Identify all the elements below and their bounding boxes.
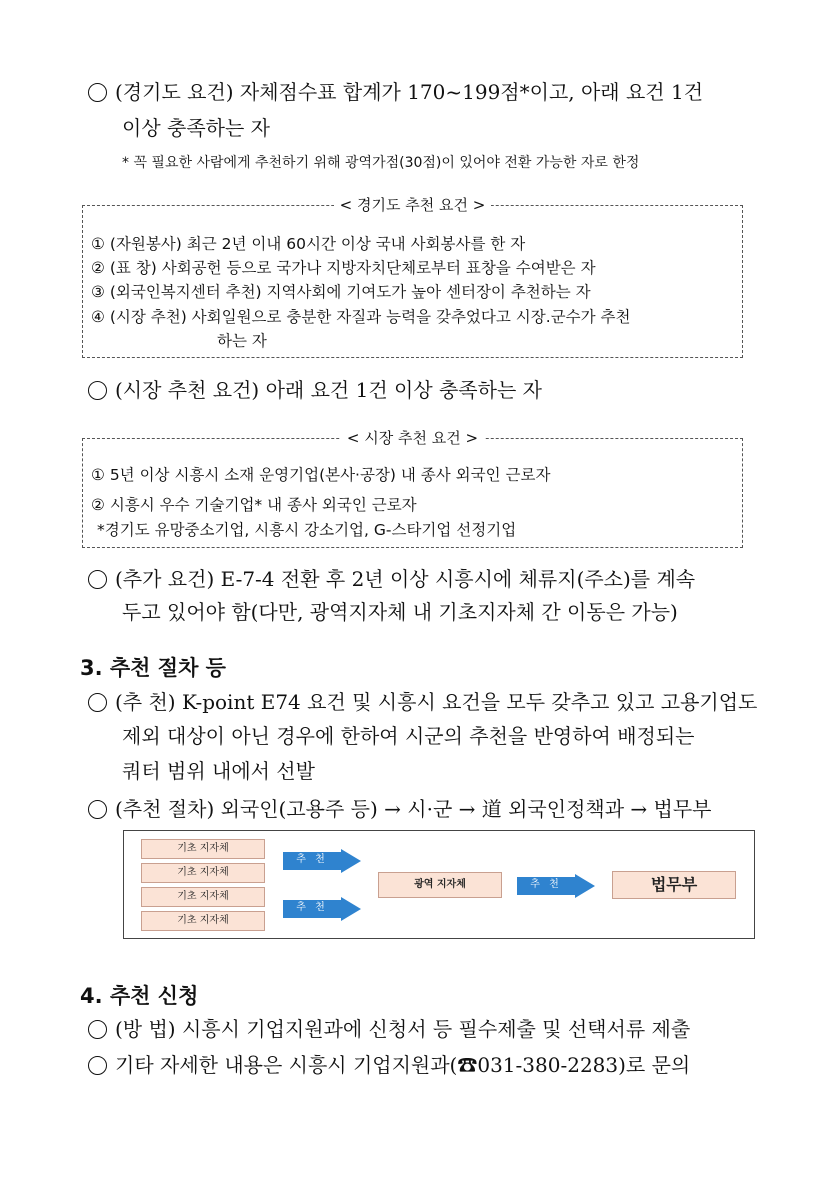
box-item: *경기도 유망중소기업, 시흥시 강소기업, G-스타기업 선정기업 xyxy=(97,521,517,539)
bullet-circle-icon xyxy=(88,83,107,102)
recommend-paragraph: (추 천) K-point E74 요건 및 시흥시 요건을 모두 갖추고 있고 고용기업도 xyxy=(88,690,757,714)
recommend-paragraph-cont: 쿼터 범위 내에서 선발 xyxy=(122,759,315,783)
gyeonggi-requirement: (경기도 요건) 자체점수표 합계가 170~199점*이고, 아래 요건 1건 xyxy=(88,80,703,104)
extra-requirement: (추가 요건) E-7-4 전환 후 2년 이상 시흥시에 체류지(주소)를 계속 xyxy=(88,567,695,591)
bullet-circle-icon xyxy=(88,381,107,400)
method-paragraph: (방 법) 시흥시 기업지원과에 신청서 등 필수제출 및 선택서류 제출 xyxy=(88,1017,690,1041)
basic-municipality-box: 기초 지자체 xyxy=(141,839,265,859)
arrow-right-icon: 추 천 xyxy=(283,897,361,921)
box-title: < 시장 추천 요건 > xyxy=(341,429,484,447)
gyeonggi-requirement-cont: 이상 충족하는 자 xyxy=(122,116,270,140)
regional-government-box: 광역 지자체 xyxy=(378,872,502,898)
ministry-of-justice-box: 법무부 xyxy=(612,871,736,899)
bullet-circle-icon xyxy=(88,800,107,819)
basic-municipality-box: 기초 지자체 xyxy=(141,911,265,931)
basic-municipality-box: 기초 지자체 xyxy=(141,863,265,883)
bullet-circle-icon xyxy=(88,1056,107,1075)
box-item: ① 5년 이상 시흥시 소재 운영기업(본사·공장) 내 종사 외국인 근로자 xyxy=(91,466,551,484)
mayor-requirements-box xyxy=(82,429,743,548)
recommend-paragraph-cont: 제외 대상이 아닌 경우에 한하여 시군의 추천을 반영하여 배정되는 xyxy=(122,724,695,748)
basic-municipality-box: 기초 지자체 xyxy=(141,887,265,907)
box-item: ② 시흥시 우수 기술기업* 내 종사 외국인 근로자 xyxy=(91,496,417,514)
arrow-right-icon: 추 천 xyxy=(283,849,361,873)
mayor-requirement: (시장 추천 요건) 아래 요건 1건 이상 충족하는 자 xyxy=(88,378,542,402)
bullet-circle-icon xyxy=(88,693,107,712)
procedure-diagram xyxy=(123,830,755,939)
box-item-cont: 하는 자 xyxy=(217,332,267,350)
box-item: ③ (외국인복지센터 추천) 지역사회에 기여도가 높아 센터장이 추천하는 자 xyxy=(91,283,591,301)
procedure-paragraph: (추천 절차) 외국인(고용주 등) → 시·군 → 道 외국인정책과 → 법무부 xyxy=(88,797,711,821)
section-3-heading: 3. 추천 절차 등 xyxy=(80,656,226,680)
box-item: ④ (시장 추천) 사회일원으로 충분한 자질과 능력을 갖추었다고 시장.군수가 추천 xyxy=(91,308,631,326)
box-item: ② (표 창) 사회공헌 등으로 국가나 지방자치단체로부터 표창을 수여받은 자 xyxy=(91,259,596,277)
section-4-heading: 4. 추천 신청 xyxy=(80,984,199,1008)
bullet-circle-icon xyxy=(88,570,107,589)
extra-requirement-cont: 두고 있어야 함(다만, 광역지자체 내 기초지자체 간 이동은 가능) xyxy=(122,600,678,624)
gyeonggi-requirements-box xyxy=(82,196,743,358)
arrow-right-icon: 추 천 xyxy=(517,874,595,898)
bullet-circle-icon xyxy=(88,1020,107,1039)
gyeonggi-note: * 꼭 필요한 사람에게 추천하기 위해 광역가점(30점)이 있어야 전환 가능한 자로 한정 xyxy=(122,155,640,171)
contact-paragraph: 기타 자세한 내용은 시흥시 기업지원과(☎031-380-2283)로 문의 xyxy=(88,1053,690,1077)
box-title: < 경기도 추천 요건 > xyxy=(334,196,492,214)
box-item: ① (자원봉사) 최근 2년 이내 60시간 이상 국내 사회봉사를 한 자 xyxy=(91,235,526,253)
